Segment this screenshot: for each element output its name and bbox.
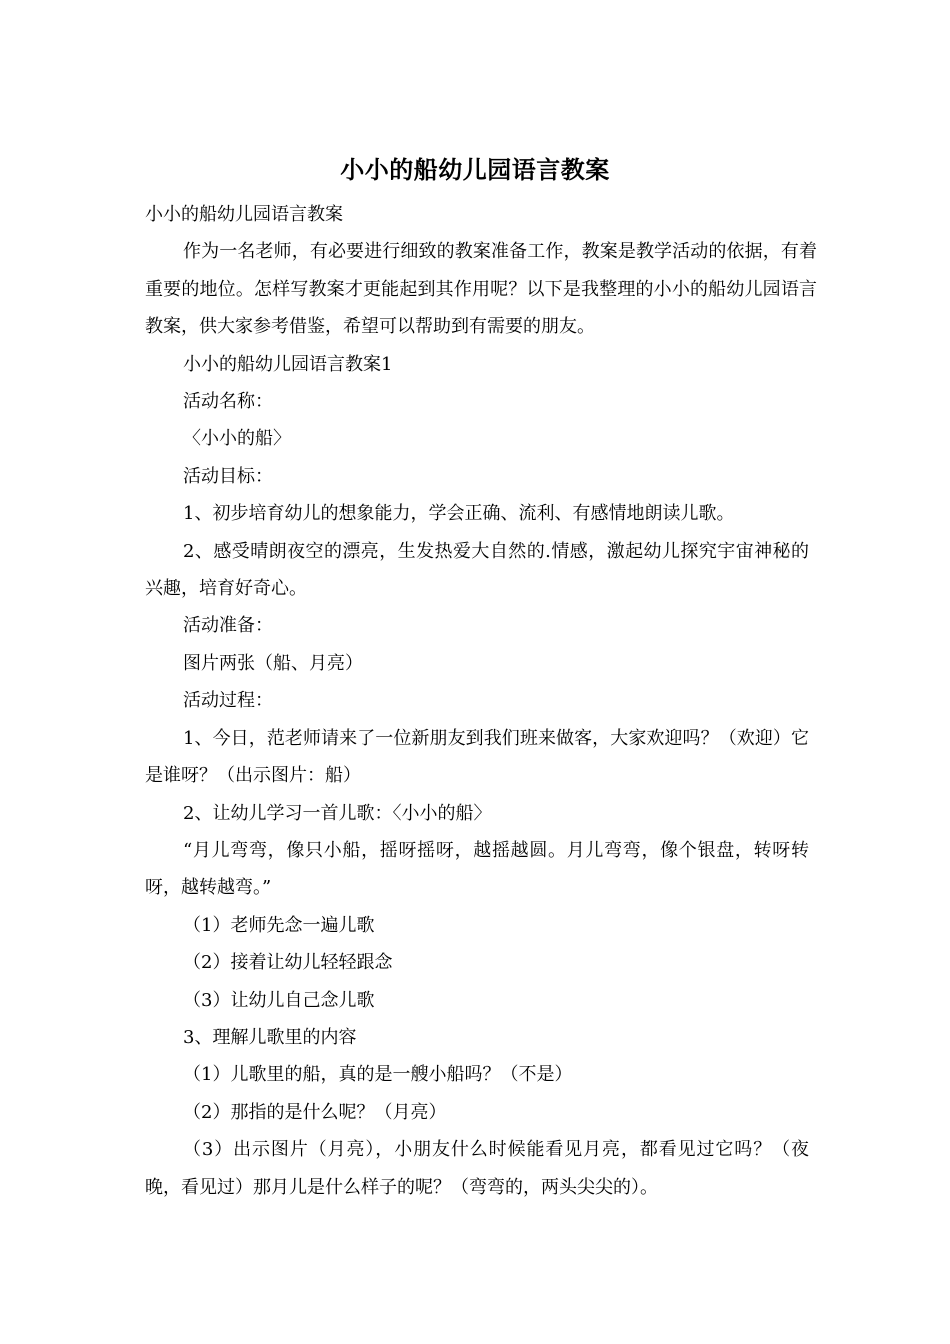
paragraph-section-heading: 小小的船幼儿园语言教案1 <box>183 353 393 375</box>
paragraph-step-3-2: （2）那指的是什么呢？（月亮） <box>183 1101 447 1123</box>
document-title: 小小的船幼儿园语言教案 <box>340 155 610 184</box>
paragraph-step-2-2: （2）接着让幼儿轻轻跟念 <box>183 952 393 974</box>
paragraph-step-2: 2、让幼儿学习一首儿歌：〈小小的船〉 <box>183 802 492 824</box>
paragraph-subtitle: 小小的船幼儿园语言教案 <box>145 204 343 225</box>
paragraph-preparation-label: 活动准备： <box>183 615 273 637</box>
paragraph-activity-name: 〈小小的船〉 <box>183 428 291 450</box>
paragraph-step-1: 1、今日，范老师请来了一位新朋友到我们班来做客，大家欢迎吗？（欢迎）它是谁呀？（出示图片：船） <box>145 727 809 787</box>
paragraph-rhyme: “月儿弯弯，像只小船，摇呀摇呀，越摇越圆。月儿弯弯，像个银盘，转呀转呀，越转越弯。” <box>145 839 809 899</box>
paragraph-step-3-1: （1）儿歌里的船，真的是一艘小船吗？（不是） <box>183 1064 573 1086</box>
paragraph-goal-2: 2、感受晴朗夜空的漂亮，生发热爱大自然的.情感，激起幼儿探究宇宙神秘的兴趣，培育好奇心。 <box>145 540 809 600</box>
paragraph-process-label: 活动过程： <box>183 690 273 712</box>
paragraph-intro: 作为一名老师，有必要进行细致的教案准备工作，教案是教学活动的依据，有着重要的地位。怎样写教案才更能起到其作用呢？以下是我整理的小小的船幼儿园语言教案，供大家参考借鉴，希望可以帮助到有需要的朋友。 <box>145 241 817 338</box>
document-body <box>145 196 817 1206</box>
paragraph-activity-name-label: 活动名称： <box>183 391 273 413</box>
paragraph-step-2-3: （3）让幼儿自己念儿歌 <box>183 989 375 1011</box>
paragraph-preparation: 图片两张（船、月亮） <box>183 652 363 674</box>
paragraph-goal-1: 1、初步培育幼儿的想象能力，学会正确、流利、有感情地朗读儿歌。 <box>183 503 735 525</box>
paragraph-step-3: 3、理解儿歌里的内容 <box>183 1026 357 1048</box>
paragraph-step-3-3: （3）出示图片（月亮），小朋友什么时候能看见月亮，都看见过它吗？（夜晚，看见过）那月儿是什么样子的呢？（弯弯的，两头尖尖的）。 <box>145 1139 809 1198</box>
paragraph-goals-label: 活动目标： <box>183 465 273 487</box>
paragraph-step-2-1: （1）老师先念一遍儿歌 <box>183 914 375 936</box>
